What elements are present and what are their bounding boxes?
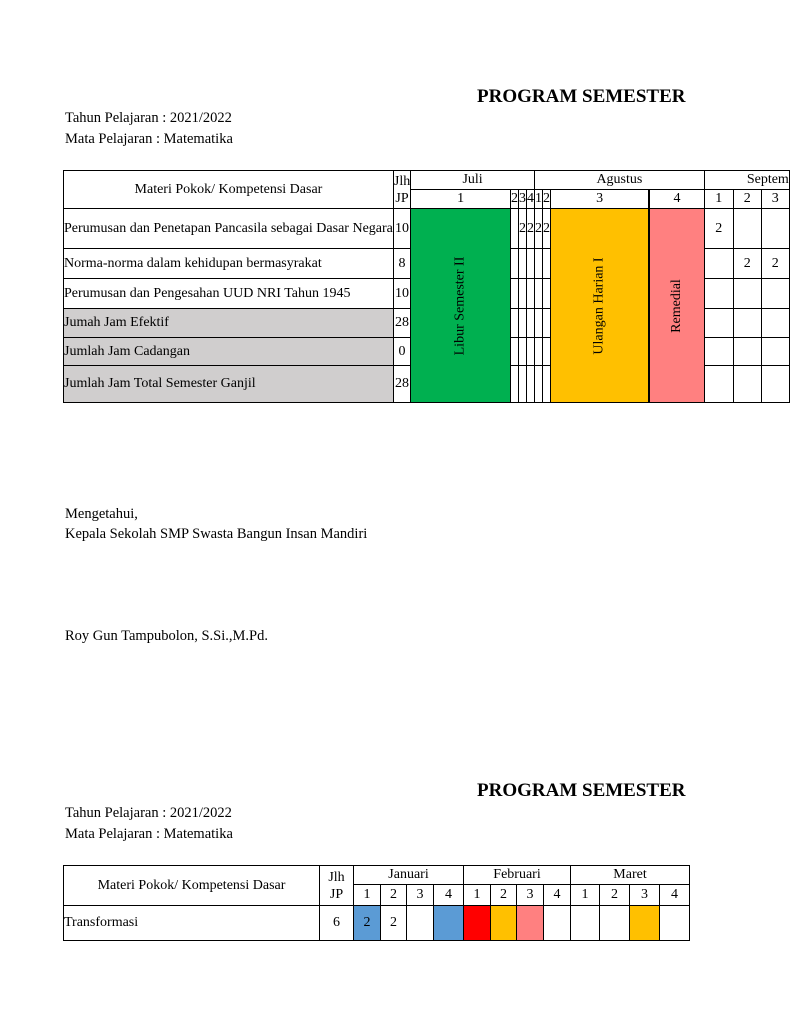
doc1-week: 2 xyxy=(733,190,761,209)
doc1-week: 1 xyxy=(411,190,511,209)
doc1-row-jp: 28 xyxy=(393,366,410,403)
doc2-cell xyxy=(434,906,464,941)
doc2-week: 4 xyxy=(544,885,571,906)
doc1-cell xyxy=(534,366,542,403)
doc2-row-jp: 6 xyxy=(320,906,354,941)
doc1-month-agustus: Agustus xyxy=(534,171,704,190)
doc1-row-label: Jumlah Jam Cadangan xyxy=(64,338,394,366)
doc1-month-september: Septem xyxy=(704,171,789,190)
doc2-week: 3 xyxy=(407,885,434,906)
doc2-header-jp-2: JP xyxy=(329,886,344,902)
doc1-cell: 2 xyxy=(534,209,542,249)
doc1-header-jp-1: Jlh xyxy=(393,173,411,189)
doc1-cell xyxy=(761,279,789,309)
doc1-cell xyxy=(518,279,526,309)
doc1-week: 3 xyxy=(518,190,526,209)
doc1-cell xyxy=(518,309,526,338)
doc2-week: 1 xyxy=(571,885,600,906)
doc1-cell xyxy=(704,279,733,309)
doc1-cell xyxy=(542,249,550,279)
doc1-cell xyxy=(704,249,733,279)
signature-kepala: Kepala Sekolah SMP Swasta Bangun Insan Mandiri xyxy=(65,526,368,542)
doc2-cell xyxy=(544,906,571,941)
doc2-week: 1 xyxy=(354,885,381,906)
doc1-row-jp: 0 xyxy=(393,338,410,366)
doc1-title: PROGRAM SEMESTER xyxy=(477,86,686,107)
table-row xyxy=(64,906,690,941)
doc2-week: 2 xyxy=(600,885,630,906)
doc1-cell xyxy=(534,309,542,338)
table-row xyxy=(64,209,790,249)
doc1-cell xyxy=(761,209,789,249)
doc1-cell xyxy=(761,366,789,403)
doc1-week: 2 xyxy=(510,190,518,209)
doc1-cell xyxy=(704,366,733,403)
doc2-cell xyxy=(491,906,517,941)
doc2-cell: 2 xyxy=(381,906,407,941)
doc1-row-label: Jumlah Jam Total Semester Ganjil xyxy=(64,366,394,403)
doc2-header-jp-1: Jlh xyxy=(328,869,345,885)
doc1-week: 1 xyxy=(534,190,542,209)
doc2-week: 2 xyxy=(491,885,517,906)
doc1-cell xyxy=(761,338,789,366)
doc1-week: 4 xyxy=(526,190,534,209)
doc1-cell: 2 xyxy=(761,249,789,279)
doc2-mapel: Mata Pelajaran : Matematika xyxy=(65,826,233,842)
doc1-header-jp xyxy=(393,171,410,209)
doc1-cell: 2 xyxy=(733,249,761,279)
doc1-cell xyxy=(761,309,789,338)
doc1-cell xyxy=(733,309,761,338)
doc2-cell xyxy=(571,906,600,941)
doc1-table-wrap xyxy=(63,170,789,406)
doc1-cell xyxy=(542,366,550,403)
doc1-row-jp: 28 xyxy=(393,309,410,338)
doc2-week: 4 xyxy=(434,885,464,906)
doc2-cell xyxy=(464,906,491,941)
doc1-cell xyxy=(733,279,761,309)
doc1-cell xyxy=(704,338,733,366)
doc1-cell xyxy=(526,309,534,338)
doc1-cell xyxy=(542,338,550,366)
doc2-tahun: Tahun Pelajaran : 2021/2022 xyxy=(65,805,232,821)
doc1-cell xyxy=(526,249,534,279)
doc1-row-label: Perumusan dan Pengesahan UUD NRI Tahun 1945 xyxy=(64,279,394,309)
doc1-cell xyxy=(518,366,526,403)
doc2-table-wrap xyxy=(63,865,690,945)
doc1-cell xyxy=(733,366,761,403)
doc1-libur-column xyxy=(411,209,511,403)
doc2-row-label: Transformasi xyxy=(64,906,320,941)
doc2-cell xyxy=(630,906,660,941)
doc2-cell: 2 xyxy=(354,906,381,941)
doc1-cell xyxy=(518,338,526,366)
doc2-title: PROGRAM SEMESTER xyxy=(477,780,686,801)
doc2-week: 1 xyxy=(464,885,491,906)
doc2-week: 3 xyxy=(517,885,544,906)
doc2-cell xyxy=(660,906,690,941)
doc1-cell: 2 xyxy=(704,209,733,249)
doc1-month-juli: Juli xyxy=(411,171,535,190)
doc1-cell xyxy=(534,338,542,366)
doc1-ulangan-label: Ulangan Harian I xyxy=(591,256,607,355)
doc1-mapel: Mata Pelajaran : Matematika xyxy=(65,131,233,147)
doc2-month-maret: Maret xyxy=(571,866,690,885)
doc1-cell xyxy=(542,279,550,309)
doc1-cell xyxy=(704,309,733,338)
doc1-cell xyxy=(733,338,761,366)
doc1-cell xyxy=(542,309,550,338)
doc1-row-jp: 10 xyxy=(393,279,410,309)
doc1-cell: 2 xyxy=(526,209,534,249)
doc2-month-januari: Januari xyxy=(354,866,464,885)
doc1-cell xyxy=(510,338,518,366)
doc1-cell: 2 xyxy=(542,209,550,249)
doc1-remedial-label: Remedial xyxy=(668,278,684,333)
doc1-cell xyxy=(510,309,518,338)
signature-mengetahui: Mengetahui, xyxy=(65,506,138,522)
doc2-header-materi: Materi Pokok/ Kompetensi Dasar xyxy=(64,866,320,906)
doc1-cell xyxy=(510,209,518,249)
doc1-cell xyxy=(534,279,542,309)
doc1-row-label: Norma-norma dalam kehidupan bermasyrakat xyxy=(64,249,394,279)
doc1-ulangan-column xyxy=(550,209,648,403)
doc1-cell xyxy=(510,366,518,403)
doc1-cell xyxy=(534,249,542,279)
doc2-cell xyxy=(407,906,434,941)
doc2-table xyxy=(63,865,690,941)
doc1-week: 1 xyxy=(704,190,733,209)
doc2-week: 2 xyxy=(381,885,407,906)
doc1-header-materi: Materi Pokok/ Kompetensi Dasar xyxy=(64,171,394,209)
doc1-libur-label: Libur Semester II xyxy=(452,256,468,355)
doc1-header-jp-2: JP xyxy=(395,190,409,206)
doc2-cell xyxy=(517,906,544,941)
doc1-remedial-column xyxy=(650,209,705,403)
doc1-row-jp: 8 xyxy=(393,249,410,279)
doc2-cell xyxy=(600,906,630,941)
doc1-cell xyxy=(526,366,534,403)
doc1-row-label: Jumah Jam Efektif xyxy=(64,309,394,338)
doc1-cell xyxy=(526,338,534,366)
doc1-tahun: Tahun Pelajaran : 2021/2022 xyxy=(65,110,232,126)
doc1-cell xyxy=(510,279,518,309)
doc1-week: 2 xyxy=(542,190,550,209)
doc2-month-februari: Februari xyxy=(464,866,571,885)
signature-name: Roy Gun Tampubolon, S.Si.,M.Pd. xyxy=(65,628,268,644)
doc2-header-jp xyxy=(320,866,354,906)
doc1-cell xyxy=(526,279,534,309)
doc1-week: 4 xyxy=(650,190,705,209)
doc1-table xyxy=(63,170,790,403)
doc1-cell xyxy=(510,249,518,279)
doc1-cell xyxy=(518,249,526,279)
doc2-week: 3 xyxy=(630,885,660,906)
doc1-week: 3 xyxy=(550,190,648,209)
doc1-cell: 2 xyxy=(518,209,526,249)
doc1-week: 3 xyxy=(761,190,789,209)
doc1-row-label: Perumusan dan Penetapan Pancasila sebagai Dasar Negara xyxy=(64,209,394,249)
doc1-cell xyxy=(733,209,761,249)
doc1-row-jp: 10 xyxy=(393,209,410,249)
doc2-week: 4 xyxy=(660,885,690,906)
